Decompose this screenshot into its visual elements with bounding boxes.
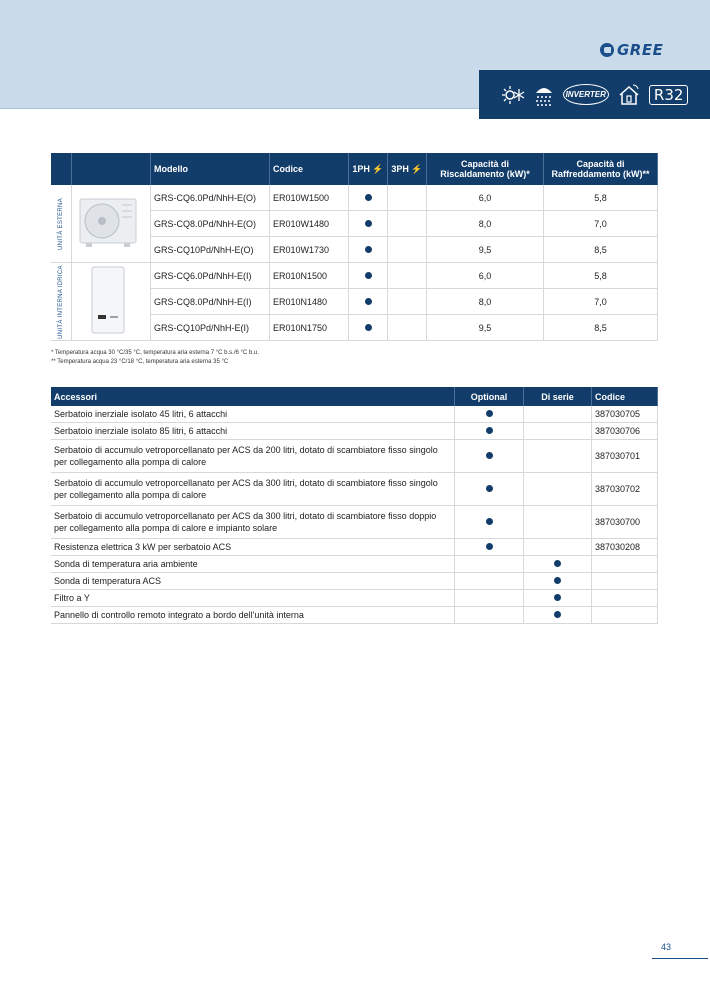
accessory-code: 387030208 bbox=[592, 539, 658, 556]
header-heating: Capacità di Riscaldamento (kW)* bbox=[427, 153, 544, 185]
heating-value: 9,5 bbox=[427, 315, 544, 341]
3ph-cell bbox=[388, 263, 427, 289]
dot-marker bbox=[486, 485, 493, 492]
header-accessories: Accessori bbox=[51, 387, 455, 406]
heating-value: 6,0 bbox=[427, 185, 544, 211]
model-name: GRS-CQ6.0Pd/NhH-E(O) bbox=[151, 185, 270, 211]
group-label: UNITÀ INTERNA IDRICA bbox=[58, 264, 64, 339]
model-name: GRS-CQ8.0Pd/NhH-E(I) bbox=[151, 289, 270, 315]
group-label: UNITÀ ESTERNA bbox=[58, 197, 64, 250]
standard-cell bbox=[524, 406, 592, 423]
footnote-cooling: ** Temperatura acqua 23 °C/18 °C, temperatura aria esterna 35 °C bbox=[51, 359, 229, 365]
model-code: ER010N1750 bbox=[270, 315, 349, 341]
1ph-cell bbox=[349, 289, 388, 315]
model-code: ER010W1500 bbox=[270, 185, 349, 211]
optional-cell bbox=[455, 573, 524, 590]
optional-cell bbox=[455, 506, 524, 539]
refrigerant-badge: R32 bbox=[649, 85, 689, 105]
dot-marker bbox=[486, 518, 493, 525]
accessory-name: Serbatoio di accumulo vetroporcellanato per ACS da 300 litri, dotato di scambiatore fisso singolo per collegamento alla pompa di calore bbox=[51, 473, 455, 506]
model-code: ER010W1730 bbox=[270, 237, 349, 263]
accessories-table bbox=[51, 387, 658, 624]
heating-value: 9,5 bbox=[427, 237, 544, 263]
heating-value: 8,0 bbox=[427, 289, 544, 315]
1ph-cell bbox=[349, 237, 388, 263]
standard-cell bbox=[524, 423, 592, 440]
table-row bbox=[51, 263, 658, 289]
table-row bbox=[51, 573, 658, 590]
accessory-code bbox=[592, 573, 658, 590]
header-optional: Optional bbox=[455, 387, 524, 406]
indoor-unit-image bbox=[72, 263, 151, 341]
model-name: GRS-CQ6.0Pd/NhH-E(I) bbox=[151, 263, 270, 289]
standard-cell bbox=[524, 539, 592, 556]
header-code: Codice bbox=[270, 153, 349, 185]
standard-cell bbox=[524, 607, 592, 624]
smart-home-icon bbox=[617, 83, 641, 107]
model-code: ER010W1480 bbox=[270, 211, 349, 237]
1ph-cell bbox=[349, 263, 388, 289]
accessory-name: Resistenza elettrica 3 kW per serbatoio ACS bbox=[51, 539, 455, 556]
header-cooling: Capacità di Raffreddamento (kW)** bbox=[544, 153, 658, 185]
accessory-name: Sonda di temperatura ACS bbox=[51, 573, 455, 590]
group-label-cell bbox=[51, 263, 72, 341]
models-table bbox=[51, 153, 658, 341]
accessory-name: Pannello di controllo remoto integrato a bordo dell'unità interna bbox=[51, 607, 455, 624]
dot-marker bbox=[365, 324, 372, 331]
3ph-cell bbox=[388, 289, 427, 315]
group-label-cell bbox=[51, 185, 72, 263]
footnote-heating: * Temperatura acqua 30 °C/35 °C, temperatura aria esterna 7 °C b.s./6 °C b.u. bbox=[51, 350, 259, 356]
dot-marker bbox=[554, 560, 561, 567]
model-name: GRS-CQ10Pd/NhH-E(I) bbox=[151, 315, 270, 341]
cooling-value: 5,8 bbox=[544, 185, 658, 211]
page-number-rule bbox=[652, 958, 708, 959]
inverter-icon: INVERTER bbox=[563, 84, 609, 105]
dot-marker bbox=[486, 410, 493, 417]
models-header-row bbox=[51, 153, 658, 185]
dot-marker bbox=[486, 543, 493, 550]
cooling-value: 8,5 bbox=[544, 237, 658, 263]
accessory-code: 387030702 bbox=[592, 473, 658, 506]
dot-marker bbox=[365, 194, 372, 201]
accessory-name: Serbatoio di accumulo vetroporcellanato per ACS da 200 litri, dotato di scambiatore fisso singolo per collegamento alla pompa di calore bbox=[51, 440, 455, 473]
3ph-cell bbox=[388, 237, 427, 263]
accessories-header-row bbox=[51, 387, 658, 406]
table-row bbox=[51, 607, 658, 624]
feature-icons-band bbox=[479, 70, 710, 119]
footnotes bbox=[51, 349, 259, 367]
heating-value: 8,0 bbox=[427, 211, 544, 237]
accessory-name: Sonda di temperatura aria ambiente bbox=[51, 556, 455, 573]
brand-name: GREE bbox=[617, 41, 664, 59]
outdoor-unit-image bbox=[72, 185, 151, 263]
accessory-name: Filtro a Y bbox=[51, 590, 455, 607]
cooling-value: 5,8 bbox=[544, 263, 658, 289]
standard-cell bbox=[524, 573, 592, 590]
header-1ph: 1PH ⚡ bbox=[349, 153, 388, 185]
header-blank bbox=[51, 153, 72, 185]
table-row bbox=[51, 590, 658, 607]
dot-marker bbox=[554, 594, 561, 601]
optional-cell bbox=[455, 423, 524, 440]
cooling-value: 7,0 bbox=[544, 211, 658, 237]
heating-value: 6,0 bbox=[427, 263, 544, 289]
cooling-value: 7,0 bbox=[544, 289, 658, 315]
accessory-code bbox=[592, 590, 658, 607]
dot-marker bbox=[365, 298, 372, 305]
dot-marker bbox=[486, 427, 493, 434]
header-1ph-label: 1PH bbox=[352, 163, 370, 174]
model-code: ER010N1480 bbox=[270, 289, 349, 315]
model-name: GRS-CQ8.0Pd/NhH-E(O) bbox=[151, 211, 270, 237]
header-3ph-label: 3PH bbox=[391, 163, 409, 174]
dot-marker bbox=[365, 220, 372, 227]
standard-cell bbox=[524, 440, 592, 473]
header-model: Modello bbox=[151, 153, 270, 185]
dot-marker bbox=[365, 272, 372, 279]
accessory-name: Serbatoio inerziale isolato 85 litri, 6 attacchi bbox=[51, 423, 455, 440]
3ph-cell bbox=[388, 315, 427, 341]
optional-cell bbox=[455, 406, 524, 423]
1ph-cell bbox=[349, 211, 388, 237]
model-code: ER010N1500 bbox=[270, 263, 349, 289]
standard-cell bbox=[524, 590, 592, 607]
3ph-cell bbox=[388, 211, 427, 237]
header-code: Codice bbox=[592, 387, 658, 406]
page-number: 43 bbox=[661, 942, 672, 952]
table-row bbox=[51, 556, 658, 573]
table-row bbox=[51, 406, 658, 423]
1ph-cell bbox=[349, 185, 388, 211]
standard-cell bbox=[524, 556, 592, 573]
3ph-cell bbox=[388, 185, 427, 211]
table-row bbox=[51, 473, 658, 506]
standard-cell bbox=[524, 473, 592, 506]
standard-cell bbox=[524, 506, 592, 539]
optional-cell bbox=[455, 440, 524, 473]
sun-snow-icon bbox=[501, 83, 525, 107]
dot-marker bbox=[554, 611, 561, 618]
dot-marker bbox=[365, 246, 372, 253]
header-3ph: 3PH ⚡ bbox=[388, 153, 427, 185]
optional-cell bbox=[455, 590, 524, 607]
gree-logo-icon bbox=[600, 43, 614, 57]
accessory-code bbox=[592, 556, 658, 573]
optional-cell bbox=[455, 539, 524, 556]
optional-cell bbox=[455, 473, 524, 506]
shower-icon bbox=[533, 83, 555, 107]
table-row bbox=[51, 423, 658, 440]
accessory-code: 387030706 bbox=[592, 423, 658, 440]
brand-logo bbox=[600, 40, 663, 60]
accessory-name: Serbatoio di accumulo vetroporcellanato per ACS da 300 litri, dotato di scambiatore fisso doppio per collegamento alla pompa di calore e impianto solare bbox=[51, 506, 455, 539]
table-row bbox=[51, 539, 658, 556]
table-row bbox=[51, 506, 658, 539]
cooling-value: 8,5 bbox=[544, 315, 658, 341]
optional-cell bbox=[455, 556, 524, 573]
accessory-code: 387030700 bbox=[592, 506, 658, 539]
dot-marker bbox=[554, 577, 561, 584]
dot-marker bbox=[486, 452, 493, 459]
table-row bbox=[51, 440, 658, 473]
model-name: GRS-CQ10Pd/NhH-E(O) bbox=[151, 237, 270, 263]
optional-cell bbox=[455, 607, 524, 624]
1ph-cell bbox=[349, 315, 388, 341]
header-image bbox=[72, 153, 151, 185]
table-row bbox=[51, 185, 658, 211]
accessory-code: 387030701 bbox=[592, 440, 658, 473]
header-standard: Di serie bbox=[524, 387, 592, 406]
accessory-name: Serbatoio inerziale isolato 45 litri, 6 attacchi bbox=[51, 406, 455, 423]
accessory-code bbox=[592, 607, 658, 624]
accessory-code: 387030705 bbox=[592, 406, 658, 423]
